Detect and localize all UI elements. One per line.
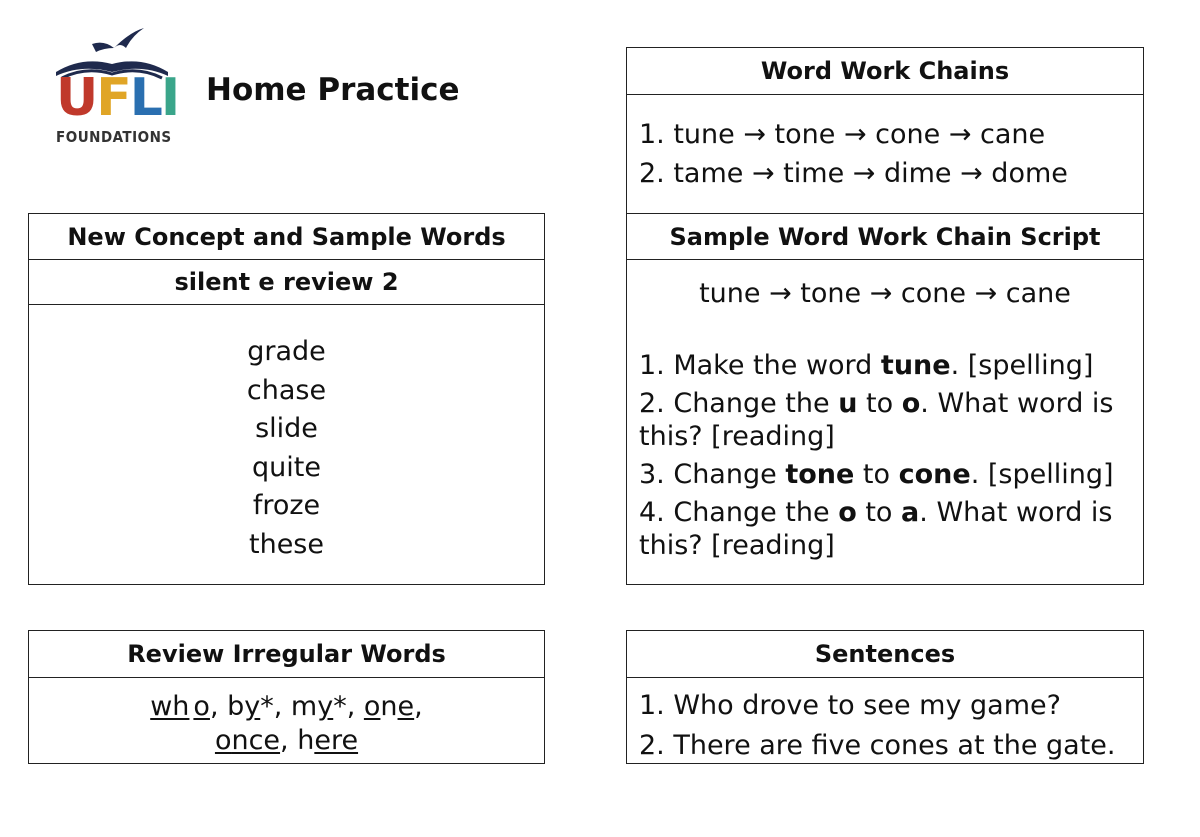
irregular-part: e — [397, 691, 415, 722]
logo-subtitle: FOUNDATIONS — [56, 128, 172, 146]
logo-letters — [56, 68, 179, 128]
step-bold: o — [838, 497, 857, 528]
sample-word: froze — [252, 490, 321, 522]
script-chain: tune → tone → cone → cane — [699, 278, 1071, 309]
script-box — [626, 213, 1144, 585]
chain-item: 2. tame → time → dime → dome — [639, 158, 1068, 189]
script-steps — [627, 309, 1143, 562]
irregular-part: n — [380, 691, 398, 722]
sample-word-list — [29, 305, 544, 565]
irregular-part: y — [244, 691, 261, 722]
chains-heading: Word Work Chains — [627, 48, 1143, 95]
step-bold: a — [901, 497, 920, 528]
sample-word: these — [249, 528, 324, 560]
step-text: . [spelling] — [970, 459, 1114, 490]
irregular-part: o — [193, 691, 210, 722]
sample-word: grade — [247, 336, 326, 367]
logo-letter: I — [160, 68, 179, 128]
script-step — [639, 496, 1133, 562]
irregular-part: m — [290, 691, 318, 722]
separator: , — [209, 691, 228, 722]
separator: , — [346, 691, 364, 722]
step-text: to — [854, 459, 899, 490]
concept-box — [28, 213, 545, 585]
sample-word: quite — [252, 451, 321, 483]
irregular-box — [28, 630, 545, 764]
irregular-line-1 — [29, 690, 544, 724]
irregular-heading: Review Irregular Words — [29, 631, 544, 678]
sentence-list — [627, 678, 1143, 766]
irregular-line-2 — [29, 724, 544, 758]
separator: , h — [280, 725, 315, 756]
sample-word: chase — [246, 374, 327, 406]
concept-heading: New Concept and Sample Words — [29, 214, 544, 260]
sentence-item: 1. Who drove to see my game? — [639, 690, 1061, 721]
step-bold: tone — [785, 459, 855, 490]
step-text: 2. Change the — [639, 388, 839, 419]
irregular-part: b — [227, 691, 245, 722]
irregular-part: ere — [314, 725, 359, 756]
script-step — [639, 458, 1133, 491]
separator: , — [273, 691, 291, 722]
step-text: . [spelling] — [950, 350, 1094, 381]
step-bold: cone — [898, 459, 971, 490]
irregular-part: * — [260, 691, 274, 722]
chain-item: 1. tune → tone → cone → cane — [639, 119, 1046, 150]
step-text: 4. Change the — [639, 497, 839, 528]
irregular-part: nce — [231, 725, 281, 756]
irregular-part: wh — [150, 691, 190, 722]
script-heading: Sample Word Work Chain Script — [627, 214, 1143, 260]
step-bold: tune — [880, 350, 951, 381]
step-text: to — [856, 497, 902, 528]
irregular-part: * — [333, 691, 347, 722]
irregular-part: y — [317, 691, 334, 722]
ufli-logo — [52, 26, 179, 148]
step-text: 1. Make the word — [639, 350, 881, 381]
sentence-item: 2. There are five cones at the gate. — [639, 730, 1116, 761]
sentences-box — [626, 630, 1144, 764]
step-bold: u — [838, 388, 858, 419]
irregular-part: o — [214, 725, 232, 756]
step-text: . What word is this? [reading] — [639, 388, 1114, 452]
logo-text — [56, 68, 178, 128]
logo-letter: L — [129, 68, 161, 128]
chains-box — [626, 47, 1144, 215]
step-text: to — [857, 388, 902, 419]
sample-word: slide — [255, 413, 318, 445]
chain-list — [627, 95, 1143, 193]
irregular-part: o — [363, 691, 381, 722]
irregular-word-list — [29, 678, 544, 758]
sentences-heading: Sentences — [627, 631, 1143, 678]
logo-letter: U — [56, 68, 97, 128]
step-text: 3. Change — [639, 459, 786, 490]
script-step — [639, 387, 1133, 453]
separator: , — [414, 691, 423, 722]
step-bold: o — [901, 388, 921, 419]
logo-letter: F — [96, 68, 130, 128]
script-step — [639, 349, 1133, 382]
step-text: . What word is this? [reading] — [639, 497, 1113, 561]
page-title: Home Practice — [206, 72, 460, 108]
concept-subheading: silent e review 2 — [29, 260, 544, 305]
